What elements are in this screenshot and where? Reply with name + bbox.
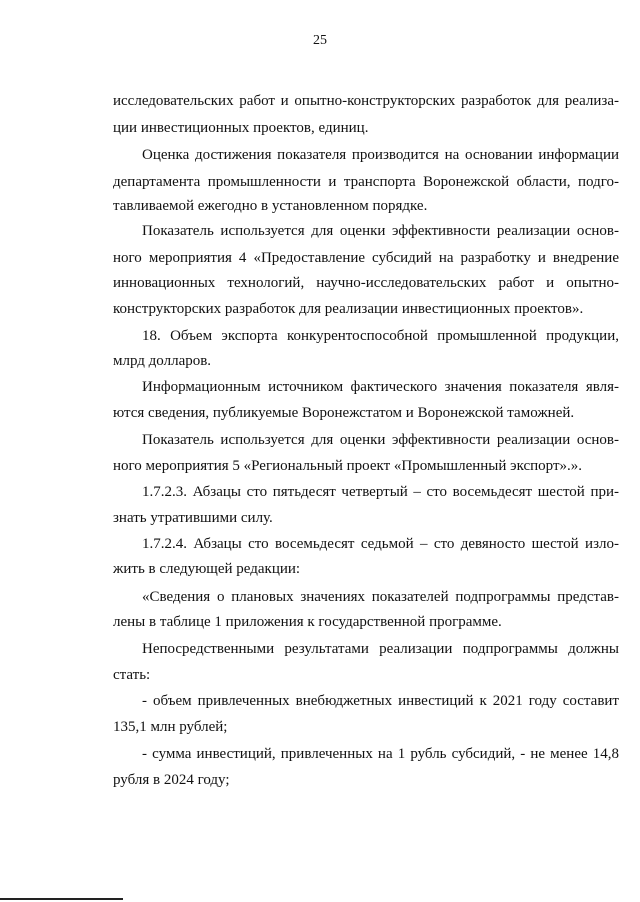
text-line: ного мероприятия 4 «Предоставление субсидий на разработку и внедрение bbox=[113, 250, 619, 266]
text-line: Показатель используется для оценки эффективности реализации основ- bbox=[142, 223, 619, 239]
text-line: стать: bbox=[113, 667, 151, 683]
text-line: - сумма инвестиций, привлеченных на 1 рубль субсидий, - не менее 14,8 bbox=[142, 746, 619, 762]
text-line: конструкторских разработок для реализации инвестиционных проектов». bbox=[113, 301, 584, 317]
text-line: Непосредственными результатами реализации подпрограммы должны bbox=[142, 641, 619, 657]
text-line: «Сведения о плановых значениях показателей подпрограммы представ- bbox=[142, 589, 619, 605]
page-number: 25 bbox=[313, 33, 327, 48]
text-line: ного мероприятия 5 «Региональный проект «Промышленный экспорт».». bbox=[113, 458, 583, 474]
text-line: ции инвестиционных проектов, единиц. bbox=[113, 120, 369, 136]
text-line: ются сведения, публикуемые Воронежстатом и Воронежской таможней. bbox=[113, 405, 575, 421]
text-line: Оценка достижения показателя производится на основании информации bbox=[142, 147, 619, 163]
text-line: Показатель используется для оценки эффективности реализации основ- bbox=[142, 432, 619, 448]
text-line: инновационных технологий, научно-исследовательских работ и опытно- bbox=[113, 275, 619, 291]
bottom-rule bbox=[0, 898, 123, 900]
text-line: департамента промышленности и транспорта Воронежской области, подго- bbox=[113, 174, 619, 190]
text-line: исследовательских работ и опытно-конструкторских разработок для реализа- bbox=[113, 93, 619, 109]
text-line: 135,1 млн рублей; bbox=[113, 719, 228, 735]
text-line: рубля в 2024 году; bbox=[113, 772, 230, 788]
text-line: знать утратившими силу. bbox=[113, 510, 273, 526]
text-line: 18. Объем экспорта конкурентоспособной промышленной продукции, bbox=[142, 328, 619, 344]
text-line: 1.7.2.4. Абзацы сто восемьдесят седьмой – сто девяносто шестой изло- bbox=[142, 536, 619, 552]
text-line: Информационным источником фактического значения показателя явля- bbox=[142, 379, 619, 395]
text-line: млрд долларов. bbox=[113, 353, 212, 369]
text-line: тавливаемой ежегодно в установленном порядке. bbox=[113, 198, 428, 214]
text-line: 1.7.2.3. Абзацы сто пятьдесят четвертый – сто восемьдесят шестой при- bbox=[142, 484, 619, 500]
text-line: жить в следующей редакции: bbox=[113, 561, 301, 577]
text-line: лены в таблице 1 приложения к государственной программе. bbox=[113, 614, 502, 630]
text-line: - объем привлеченных внебюджетных инвестиций к 2021 году составит bbox=[142, 693, 619, 709]
